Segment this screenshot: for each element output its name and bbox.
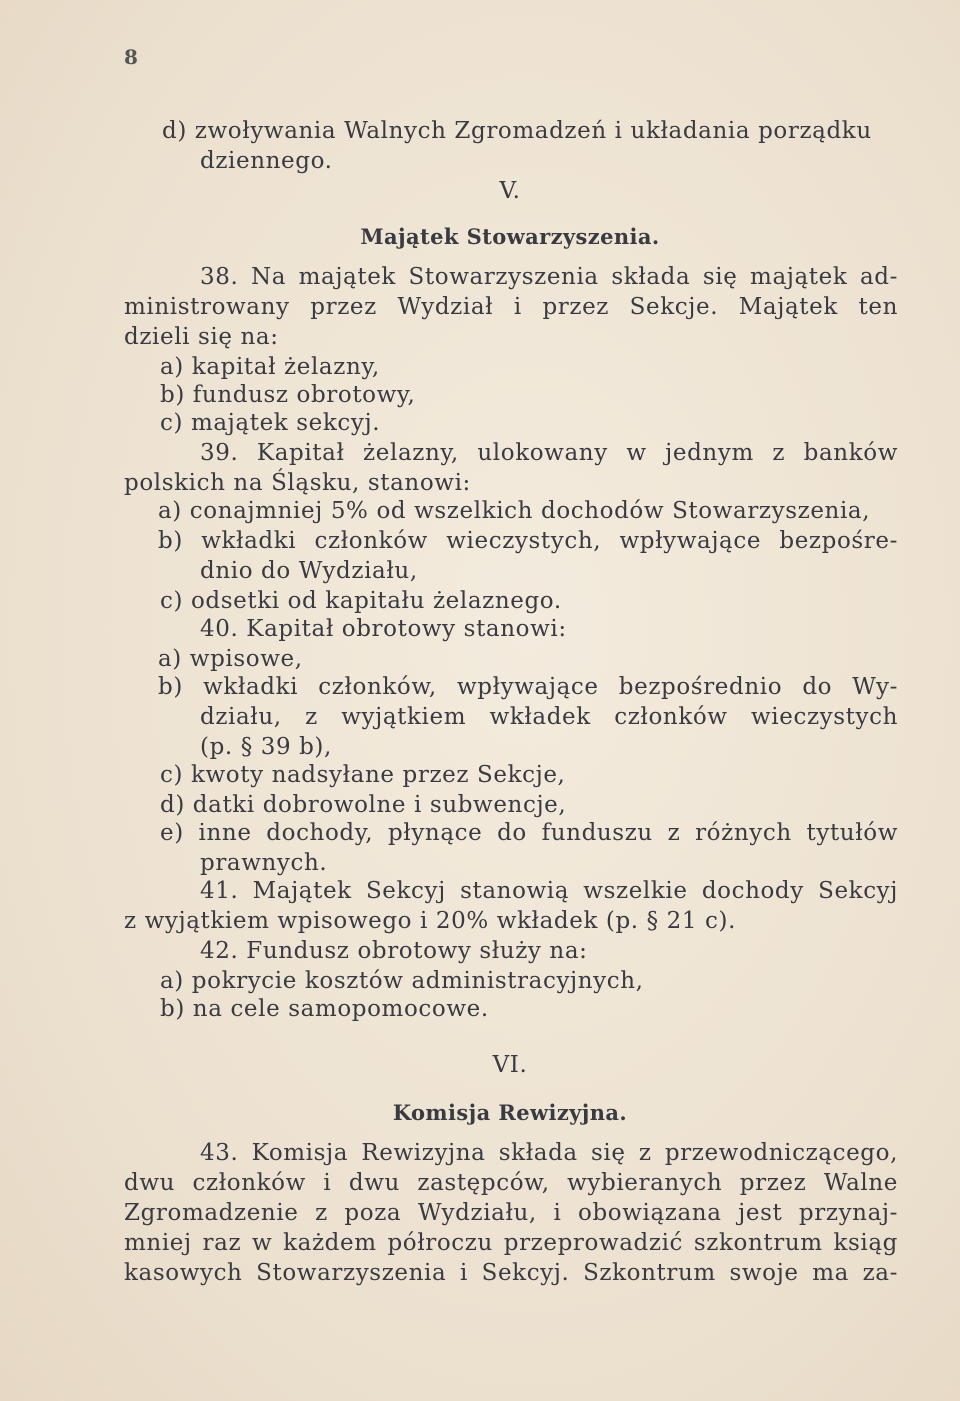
section-number: VI. xyxy=(492,1052,528,1078)
text-line: ministrowany przez Wydział i przez Sekcje. Majątek ten xyxy=(124,294,898,320)
text-line: (p. § 39 b), xyxy=(200,734,332,760)
list-item: c) majątek sekcyj. xyxy=(160,410,381,436)
list-item: b) na cele samopomocowe. xyxy=(160,996,489,1022)
section-heading: Komisja Rewizyjna. xyxy=(392,1100,628,1125)
section-number: V. xyxy=(499,178,521,204)
text-line-part: wkładek (p. § 21 c). xyxy=(496,908,736,934)
text-line: 39. Kapitał żelazny, ulokowany w jednym z banków xyxy=(200,440,898,466)
list-item: c) odsetki od kapitału żelaznego. xyxy=(160,588,562,614)
list-item: e) inne dochody, płynące do funduszu z różnych tytułów xyxy=(160,820,898,846)
text-line: polskich na Śląsku, stanowi: xyxy=(124,470,471,496)
text-line: 43. Komisja Rewizyjna składa się z przewodniczącego, xyxy=(200,1140,898,1166)
text-line: dzieli się na: xyxy=(124,324,279,350)
page-number: 8 xyxy=(124,45,139,69)
list-item: d) datki dobrowolne i subwencje, xyxy=(160,792,567,818)
section-heading: Majątek Stowarzyszenia. xyxy=(360,224,660,249)
list-item: b) fundusz obrotowy, xyxy=(160,382,416,408)
text-line: działu, z wyjątkiem wkładek członków wieczystych xyxy=(200,704,898,730)
list-item-part: od wszelkich dochodów Stowarzyszenia, xyxy=(376,498,871,524)
text-line: dnio do Wydziału, xyxy=(200,558,418,584)
text-line: mniej raz w każdem półroczu przeprowadzić szkontrum ksiąg xyxy=(124,1230,898,1256)
text-line: kasowych Stowarzyszenia i Sekcyj. Szkontrum swoje ma za- xyxy=(124,1260,898,1286)
text-line: 42. Fundusz obrotowy służy na: xyxy=(200,938,588,964)
text-line-part: z wyjątkiem wpisowego i 20% xyxy=(124,908,489,934)
text-line: 38. Na majątek Stowarzyszenia składa się majątek ad- xyxy=(200,264,898,290)
list-item xyxy=(158,496,870,526)
text-line: 41. Majątek Sekcyj stanowią wszelkie dochody Sekcyj xyxy=(200,878,898,904)
list-item: a) kapitał żelazny, xyxy=(160,354,380,380)
text-line: Zgromadzenie z poza Wydziału, i obowiązana jest przynaj- xyxy=(124,1200,898,1226)
list-item: a) wpisowe, xyxy=(158,646,303,672)
list-item-part: a) conajmniej 5% xyxy=(158,498,369,524)
list-item: a) pokrycie kosztów administracyjnych, xyxy=(160,968,644,994)
text-line: 40. Kapitał obrotowy stanowi: xyxy=(200,616,567,642)
list-item: c) kwoty nadsyłane przez Sekcje, xyxy=(160,762,566,788)
text-line: dziennego. xyxy=(200,148,333,174)
text-line xyxy=(124,906,736,936)
list-item: b) wkładki członków wieczystych, wpływające bezpośre- xyxy=(158,528,898,554)
text-line: d) zwoływania Walnych Zgromadzeń i układania porządku xyxy=(162,118,872,144)
text-line: dwu członków i dwu zastępców, wybieranych przez Walne xyxy=(124,1170,898,1196)
text-line: prawnych. xyxy=(200,850,328,876)
list-item: b) wkładki członków, wpływające bezpośrednio do Wy- xyxy=(158,674,898,700)
